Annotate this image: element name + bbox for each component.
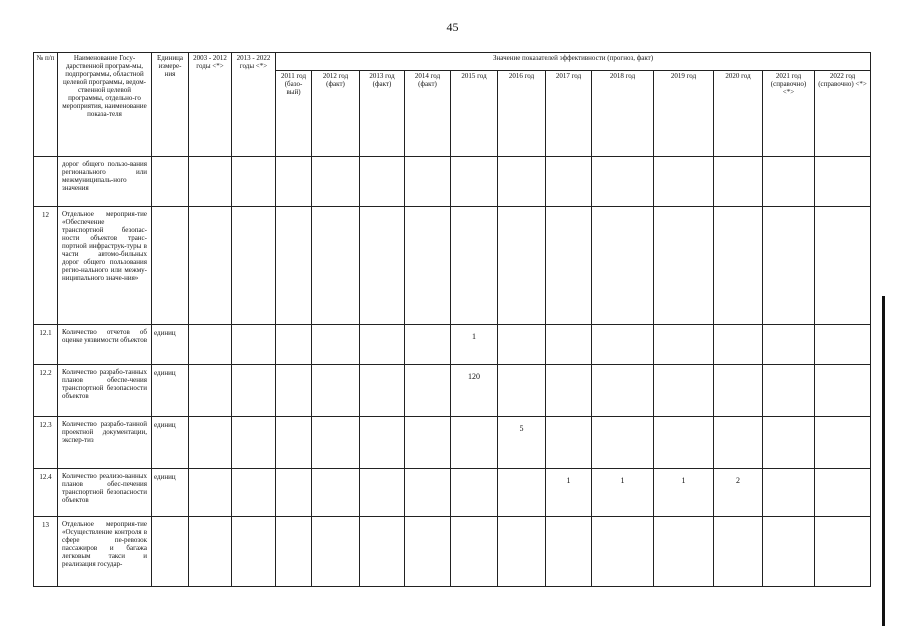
value-cell xyxy=(763,325,815,365)
value-cell xyxy=(714,517,763,587)
value-cell xyxy=(360,417,405,469)
value-cell: 120 xyxy=(451,365,498,417)
header-year: 2011 год (базо-вый) xyxy=(276,71,312,157)
value-cell xyxy=(546,365,592,417)
value-cell xyxy=(546,517,592,587)
value-cell xyxy=(360,517,405,587)
value-cell xyxy=(592,365,654,417)
row-number xyxy=(34,157,58,207)
value-cell xyxy=(654,365,714,417)
value-cell xyxy=(498,207,546,325)
value-cell xyxy=(405,157,451,207)
value-cell: 1 xyxy=(592,469,654,517)
value-cell xyxy=(276,207,312,325)
value-cell: 2 xyxy=(714,469,763,517)
row-name: Количество отчетов об оценке уязвимости объектов xyxy=(58,325,152,365)
value-cell: 5 xyxy=(498,417,546,469)
value-cell xyxy=(546,325,592,365)
value-cell xyxy=(360,325,405,365)
value-cell: 1 xyxy=(451,325,498,365)
value-cell xyxy=(815,417,871,469)
value-cell xyxy=(714,417,763,469)
header-year: 2012 год (факт) xyxy=(312,71,360,157)
row-number: 12.4 xyxy=(34,469,58,517)
value-cell xyxy=(654,517,714,587)
value-cell xyxy=(276,325,312,365)
value-cell xyxy=(498,365,546,417)
period-cell xyxy=(189,365,232,417)
value-cell xyxy=(714,365,763,417)
value-cell xyxy=(276,157,312,207)
table-row xyxy=(34,207,871,325)
value-cell xyxy=(763,157,815,207)
value-cell xyxy=(312,207,360,325)
period-cell xyxy=(232,325,276,365)
period-cell xyxy=(232,417,276,469)
value-cell xyxy=(405,325,451,365)
header-year: 2014 год (факт) xyxy=(405,71,451,157)
value-cell xyxy=(498,325,546,365)
header-year: 2013 год (факт) xyxy=(360,71,405,157)
value-cell xyxy=(498,469,546,517)
header-unit: Единица измере-ния xyxy=(152,53,189,157)
row-unit: единиц xyxy=(152,325,189,365)
value-cell xyxy=(405,517,451,587)
period-cell xyxy=(189,517,232,587)
value-cell xyxy=(592,517,654,587)
period-cell xyxy=(232,469,276,517)
value-cell xyxy=(815,207,871,325)
page-edge-bar xyxy=(882,296,885,626)
value-cell xyxy=(546,207,592,325)
value-cell xyxy=(312,365,360,417)
value-cell xyxy=(815,325,871,365)
value-cell xyxy=(451,207,498,325)
row-number: 12.1 xyxy=(34,325,58,365)
value-cell xyxy=(360,207,405,325)
period-cell xyxy=(232,207,276,325)
value-cell xyxy=(405,207,451,325)
indicators-table xyxy=(33,52,871,587)
header-num: № п/п xyxy=(34,53,58,157)
value-cell xyxy=(276,365,312,417)
value-cell xyxy=(815,517,871,587)
row-name: Количество разрабо-танных планов обеспе-чения транспортной безопасности объектов xyxy=(58,365,152,417)
value-cell xyxy=(546,417,592,469)
value-cell xyxy=(405,365,451,417)
row-name: дорог общего пользо-вания регионального или межмуниципаль-ного значения xyxy=(58,157,152,207)
header-year: 2015 год xyxy=(451,71,498,157)
value-cell xyxy=(451,469,498,517)
value-cell xyxy=(546,157,592,207)
period-cell xyxy=(189,157,232,207)
period-cell xyxy=(232,157,276,207)
table-row xyxy=(34,365,871,417)
row-unit: единиц xyxy=(152,469,189,517)
value-cell xyxy=(312,157,360,207)
row-number: 12.3 xyxy=(34,417,58,469)
row-unit xyxy=(152,207,189,325)
row-unit xyxy=(152,517,189,587)
value-cell xyxy=(360,469,405,517)
value-cell xyxy=(451,517,498,587)
value-cell xyxy=(654,325,714,365)
value-cell xyxy=(763,417,815,469)
value-cell xyxy=(312,417,360,469)
value-cell xyxy=(451,157,498,207)
value-cell xyxy=(405,417,451,469)
value-cell xyxy=(654,207,714,325)
value-cell xyxy=(714,325,763,365)
value-cell xyxy=(763,469,815,517)
table-row xyxy=(34,469,871,517)
period-cell xyxy=(189,469,232,517)
header-period-2003-2012: 2003 - 2012 годы <*> xyxy=(189,53,232,157)
value-cell xyxy=(312,469,360,517)
header-year: 2020 год xyxy=(714,71,763,157)
value-cell xyxy=(592,325,654,365)
period-cell xyxy=(189,207,232,325)
value-cell xyxy=(498,157,546,207)
value-cell xyxy=(815,157,871,207)
value-cell xyxy=(592,417,654,469)
table-row xyxy=(34,157,871,207)
value-cell xyxy=(763,207,815,325)
value-cell xyxy=(714,207,763,325)
header-year: 2016 год xyxy=(498,71,546,157)
header-year: 2022 год (справочно) <*> xyxy=(815,71,871,157)
period-cell xyxy=(189,325,232,365)
value-cell xyxy=(763,517,815,587)
row-unit: единиц xyxy=(152,365,189,417)
header-indicators: Значение показателей эффективности (прогноз, факт) xyxy=(276,53,871,71)
value-cell xyxy=(360,157,405,207)
value-cell xyxy=(276,517,312,587)
value-cell xyxy=(815,469,871,517)
header-year: 2021 год (справочно) <*> xyxy=(763,71,815,157)
value-cell xyxy=(654,417,714,469)
row-unit: единиц xyxy=(152,417,189,469)
value-cell xyxy=(276,417,312,469)
row-unit xyxy=(152,157,189,207)
period-cell xyxy=(232,517,276,587)
value-cell xyxy=(312,325,360,365)
header-name: Наименование Госу-дарственной програм-мы, подпрограммы, областной целевой программы, ведом-ственной целевой программы, отдельно-го мероприятия, наименование показа-теля xyxy=(58,53,152,157)
value-cell xyxy=(498,517,546,587)
value-cell: 1 xyxy=(654,469,714,517)
row-number: 12.2 xyxy=(34,365,58,417)
value-cell: 1 xyxy=(546,469,592,517)
table-row xyxy=(34,325,871,365)
table-row xyxy=(34,517,871,587)
row-name: Отдельное мероприя-тие «Обеспечение транспортной безопас-ности объектов транс-портной инфраструк-туры в части автомо-бильных дорог общего пользования регио-нального или межму-ниципального значе-ния» xyxy=(58,207,152,325)
value-cell xyxy=(276,469,312,517)
value-cell xyxy=(654,157,714,207)
page-number: 45 xyxy=(446,20,459,34)
value-cell xyxy=(815,365,871,417)
value-cell xyxy=(592,207,654,325)
row-number: 12 xyxy=(34,207,58,325)
period-cell xyxy=(189,417,232,469)
value-cell xyxy=(451,417,498,469)
period-cell xyxy=(232,365,276,417)
value-cell xyxy=(405,469,451,517)
row-name: Отдельное мероприя-тие «Осуществление контроля в сфере пе-ревозок пассажиров и багажа легковым такси и реализация государ- xyxy=(58,517,152,587)
table-row xyxy=(34,417,871,469)
value-cell xyxy=(312,517,360,587)
header-year: 2018 год xyxy=(592,71,654,157)
header-period-2013-2022: 2013 - 2022 годы <*> xyxy=(232,53,276,157)
row-number: 13 xyxy=(34,517,58,587)
value-cell xyxy=(592,157,654,207)
row-name: Количество реализо-ванных планов обес-печения транспортной безопасности объектов xyxy=(58,469,152,517)
header-year: 2017 год xyxy=(546,71,592,157)
value-cell xyxy=(763,365,815,417)
value-cell xyxy=(714,157,763,207)
row-name: Количество разрабо-танной проектной документации, экспер-тиз xyxy=(58,417,152,469)
value-cell xyxy=(360,365,405,417)
header-year: 2019 год xyxy=(654,71,714,157)
